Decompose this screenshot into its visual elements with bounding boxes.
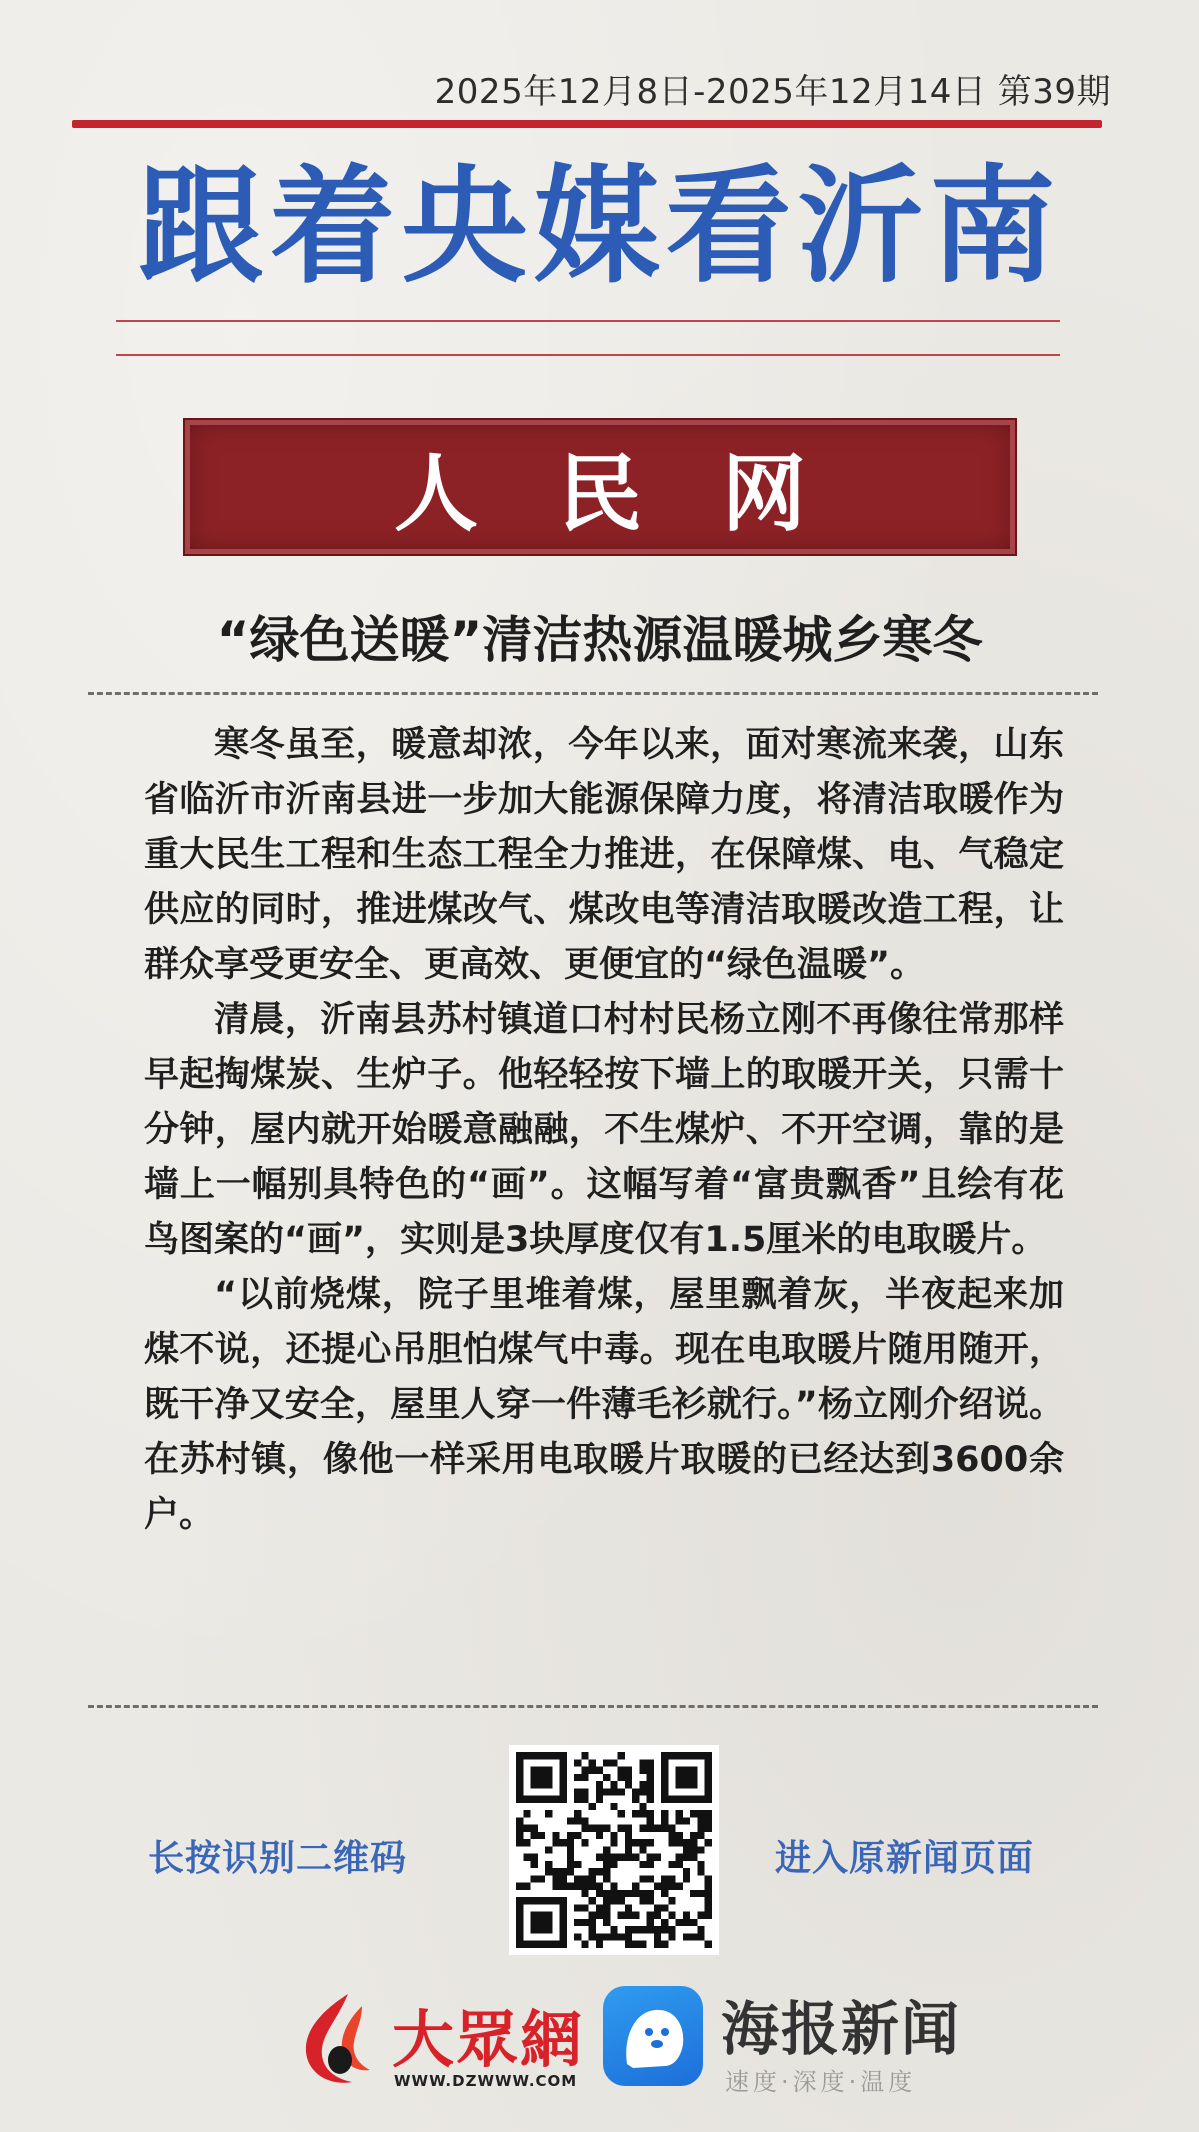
dazhong-url: WWW.DZWWW.COM bbox=[394, 2072, 578, 2090]
title-rule-lower bbox=[116, 354, 1060, 356]
dazhong-logo bbox=[296, 1988, 586, 2098]
dashed-divider-bottom bbox=[88, 1705, 1098, 1708]
source-name: 人民网 bbox=[393, 444, 886, 543]
open-original-label: 进入原新闻页面 bbox=[775, 1838, 1035, 1879]
qr-code[interactable] bbox=[509, 1745, 719, 1955]
dazhong-wordmark: 大眾網 bbox=[392, 2003, 585, 2076]
article-paragraph: “以前烧煤，院子里堆着煤，屋里飘着灰，半夜起来加煤不说，还提心吊胆怕煤气中毒。现在电取暖片随用随开，既干净又安全，屋里人穿一件薄毛衫就行。”杨立刚介绍说。在苏村镇，像他一样采用电取暖片取暖的已经达到3600余户。 bbox=[144, 1275, 1064, 1535]
seal-icon bbox=[603, 1986, 703, 2086]
qr-hint-label: 长按识别二维码 bbox=[148, 1838, 408, 1879]
source-banner bbox=[183, 418, 1017, 556]
article-paragraph: 寒冬虽至，暖意却浓，今年以来，面对寒流来袭，山东省临沂市沂南县进一步加大能源保障力度，将清洁取暖作为重大民生工程和生态工程全力推进，在保障煤、电、气稳定供应的同时，推进煤改气、煤改电等清洁取暖改造工程，让群众享受更安全、更高效、更便宜的“绿色温暖”。 bbox=[144, 725, 1064, 985]
article-paragraph: 清晨，沂南县苏村镇道口村村民杨立刚不再像往常那样早起掏煤炭、生炉子。他轻轻按下墙上的取暖开关，只需十分钟，屋内就开始暖意融融，不生煤炉、不开空调，靠的是墙上一幅别具特色的“画”。这幅写着“富贵飘香”且绘有花鸟图案的“画”，实则是3块厚度仅有1.5厘米的电取暖片。 bbox=[144, 1000, 1064, 1260]
title-rule-upper bbox=[116, 320, 1060, 322]
top-red-rule bbox=[72, 120, 1102, 128]
article-headline: “绿色送暖”清洁热源温暖城乡寒冬 bbox=[216, 611, 983, 669]
haibao-wordmark: 海报新闻 bbox=[721, 1995, 962, 2063]
haibao-logo bbox=[603, 1982, 983, 2102]
qr-code-icon bbox=[509, 1745, 719, 1955]
dashed-divider-top bbox=[88, 692, 1098, 695]
haibao-app-icon bbox=[603, 1986, 703, 2086]
dazhong-flame-icon bbox=[296, 1988, 386, 2088]
issue-date-line: 2025年12月8日-2025年12月14日 第39期 bbox=[434, 72, 1111, 112]
haibao-slogan: 速度·深度·温度 bbox=[725, 2068, 917, 2096]
article-body bbox=[144, 718, 1064, 1543]
page-title: 跟着央媒看沂南 bbox=[137, 153, 1062, 300]
